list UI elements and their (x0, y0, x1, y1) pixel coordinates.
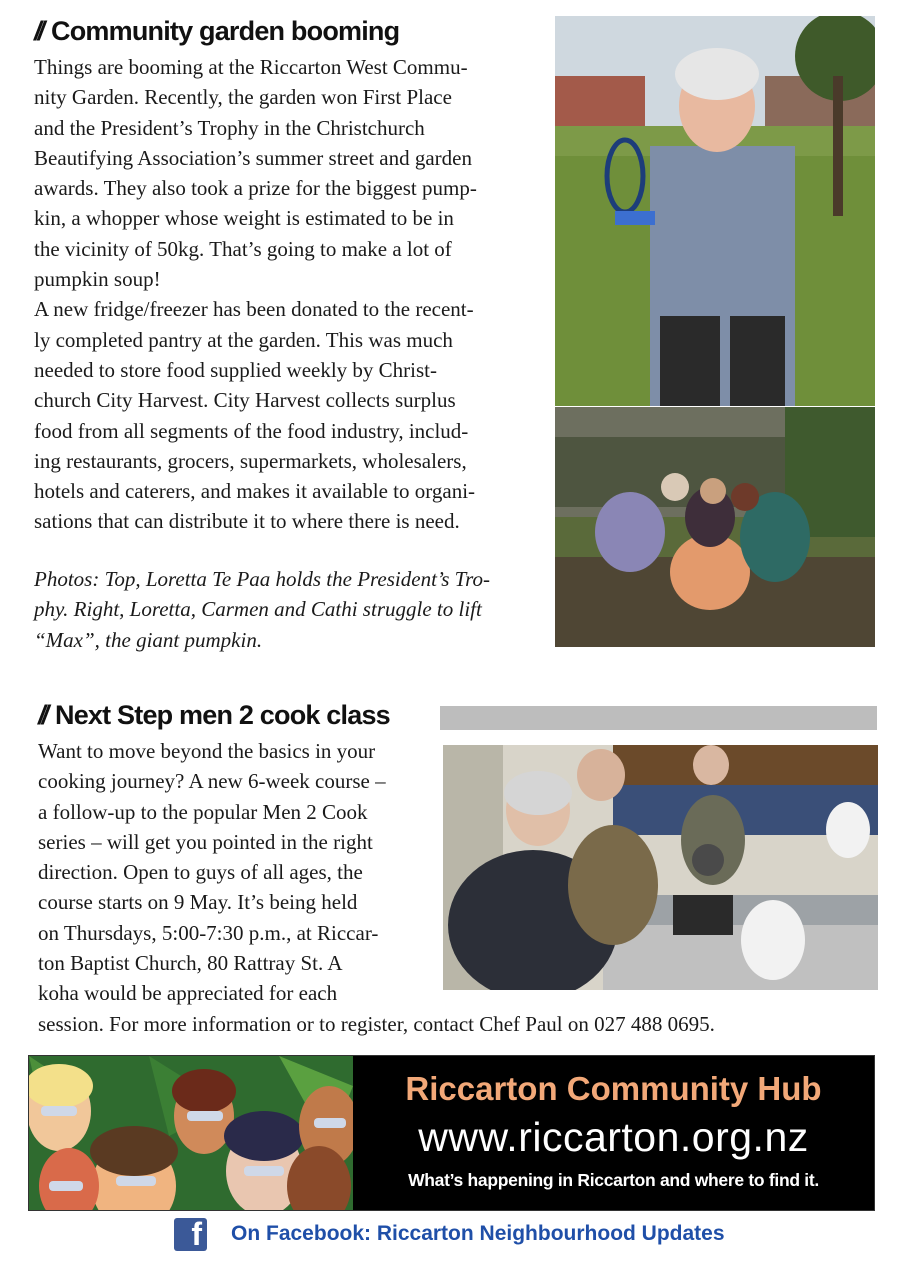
text-line: ly completed pantry at the garden. This was much (34, 327, 453, 352)
banner-illustration (29, 1056, 353, 1210)
cook-class-last-line (38, 1009, 878, 1039)
garden-article-body (34, 52, 549, 537)
banner-title: Riccarton Community Hub (405, 1070, 822, 1107)
text-line: church City Harvest. City Harvest collects surplus (34, 388, 456, 413)
heading-marker: // (34, 16, 42, 46)
text-line: the vicinity of 50kg. That’s going to make a lot of (34, 236, 452, 261)
cooking-class-photo (443, 745, 878, 990)
section-heading-cook-class (38, 700, 390, 731)
facebook-link[interactable] (174, 1216, 725, 1252)
text-line: ton Baptist Church, 80 Rattray St. A (38, 951, 343, 976)
heading-text: Community garden booming (51, 16, 400, 46)
text-line: needed to store food supplied weekly by Christ- (34, 357, 437, 382)
text-line: kin, a whopper whose weight is estimated to be in (34, 206, 454, 231)
text-line: koha would be appreciated for each (38, 981, 338, 1006)
text-line: hotels and caterers, and makes it available to organi- (34, 479, 476, 504)
caption-line: “Max”, the giant pumpkin. (34, 627, 263, 652)
community-hub-banner (28, 1055, 875, 1211)
text-line: session. For more information or to register, contact Chef Paul on 027 488 0695. (38, 1012, 715, 1036)
text-line: awards. They also took a prize for the biggest pump- (34, 176, 477, 201)
text-line: Things are booming at the Riccarton West Commu- (34, 55, 468, 79)
text-line: on Thursdays, 5:00-7:30 p.m., at Riccar- (38, 920, 379, 945)
text-line: Beautifying Association’s summer street and garden (34, 145, 472, 170)
section-heading-community-garden (34, 16, 399, 47)
facebook-text[interactable]: On Facebook: Riccarton Neighbourhood Updates (231, 1222, 725, 1245)
banner-tagline: What’s happening in Riccarton and where to find it. (408, 1170, 819, 1190)
text-line: course starts on 9 May. It’s being held (38, 890, 358, 915)
paragraph (34, 294, 549, 536)
text-line: series – will get you pointed in the right (38, 829, 373, 854)
text-line: sations that can distribute it to where there is need. (34, 509, 460, 534)
caption-line: Photos: Top, Loretta Te Paa holds the President’s Tro- (34, 567, 491, 591)
text-line: pumpkin soup! (34, 267, 161, 292)
pumpkin-photo (555, 407, 875, 647)
text-line: and the President’s Trophy in the Christchurch (34, 115, 425, 140)
text-line: direction. Open to guys of all ages, the (38, 860, 363, 885)
text-line: Want to move beyond the basics in your (38, 739, 376, 763)
text-line: nity Garden. Recently, the garden won First Place (34, 85, 452, 110)
text-line: A new fridge/freezer has been donated to the recent- (34, 297, 474, 322)
heading-marker: // (38, 700, 46, 730)
trophy-photo (555, 16, 875, 406)
cook-class-body (38, 736, 438, 1009)
facebook-glyph: f (191, 1215, 202, 1252)
text-line: ing restaurants, grocers, supermarkets, wholesalers, (34, 448, 467, 473)
heading-rule (440, 706, 877, 730)
text-line: cooking journey? A new 6-week course – (38, 769, 386, 794)
photo-caption (34, 564, 549, 655)
text-line: a follow-up to the popular Men 2 Cook (38, 799, 368, 824)
facebook-icon[interactable] (174, 1215, 207, 1252)
paragraph (34, 52, 549, 294)
banner-url-link[interactable]: www.riccarton.org.nz (418, 1114, 809, 1160)
heading-text: Next Step men 2 cook class (55, 700, 390, 730)
caption-line: phy. Right, Loretta, Carmen and Cathi struggle to lift (34, 597, 482, 622)
text-line: food from all segments of the food industry, includ- (34, 418, 469, 443)
